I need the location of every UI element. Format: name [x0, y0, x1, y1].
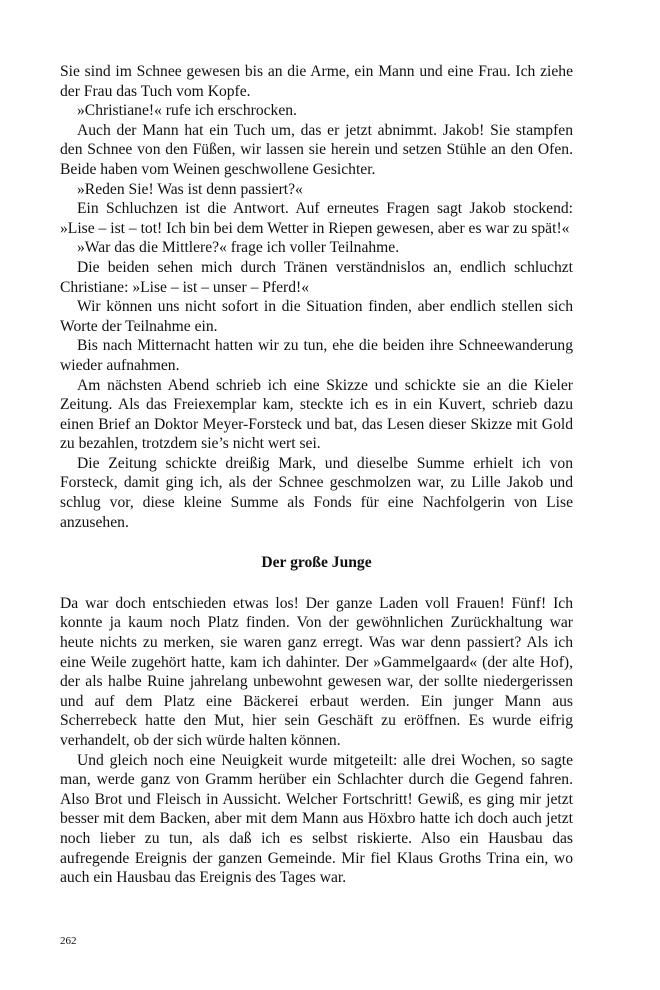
paragraph: Bis nach Mitternacht hatten wir zu tun, ehe die beiden ihre Schneewanderung wieder aufnahmen. — [60, 337, 573, 374]
section-heading: Der große Junge — [261, 554, 372, 572]
paragraph: »Reden Sie! Was ist denn passiert?« — [77, 180, 303, 198]
paragraph: Die beiden sehen mich durch Tränen verständnislos an, endlich schluchzt Christiane: »Lise – ist – unser – Pferd!« — [60, 258, 573, 296]
paragraph: Sie sind im Schnee gewesen bis an die Arme, ein Mann und eine Frau. Ich ziehe der Frau das Tuch vom Kopfe. — [60, 63, 573, 100]
paragraph: Da war doch entschieden etwas los! Der ganze Laden voll Frauen! Fünf! Ich konnte ja kaum noch Platz finden. Von der gewöhnlichen Zurückhaltung war heute nichts zu merken, sie waren ganz erregt. Was war denn passiert? Als ich eine Weile zugehört hatte, kam ich dahinter. Der »Gammelgaard« (der alte Hof), der als halbe Ruine jahrelang unbewohnt gewesen war, der sollte niedergerissen und auf dem Platz eine Bäckerei erbaut werden. Ein junger Mann aus Scherrebeck hatte den Mut, hier sein Geschäft zu eröffnen. Es wurde eifrig verhandelt, ob der sich würde halten können. — [60, 594, 573, 749]
paragraph: Auch der Mann hat ein Tuch um, das er jetzt abnimmt. Jakob! Sie stampfen den Schnee von den Füßen, wir lassen sie herein und setzen Stühle an den Ofen. Beide haben vom Weinen geschwollene Gesichter. — [60, 121, 573, 178]
paragraph: »War das die Mittlere?« frage ich voller Teilnahme. — [77, 239, 400, 257]
page-number: 262 — [60, 935, 77, 947]
paragraph: Die Zeitung schickte dreißig Mark, und dieselbe Summe erhielt ich von Forsteck, damit ging ich, als der Schnee geschmolzen war, zu Lille Jakob und schlug vor, diese kleine Summe als Fonds für eine Nachfolgerin von Lise anzusehen. — [60, 454, 573, 531]
paragraph: Wir können uns nicht sofort in die Situation finden, aber endlich stellen sich Worte der Teilnahme ein. — [60, 298, 573, 335]
paragraph: Und gleich noch eine Neuigkeit wurde mitgeteilt: alle drei Wochen, so sagte man, werde ganz von Gramm herüber ein Schlachter durch die Gegend fahren. Also Brot und Fleisch in Aussicht. Welcher Fortschritt! Gewiß, es ging mir jetzt besser mit dem Backen, aber mit dem Mann aus Höxbro hatte ich doch auch jetzt noch lieber zu tun, als daß ich es selbst riskierte. Also ein Hausbau das aufregende Ereignis der ganzen Gemeinde. Mir fiel Klaus Groths Trina ein, wo auch ein Hausbau das Ereignis des Tages war. — [60, 751, 573, 887]
book-page — [60, 62, 573, 888]
paragraph: Ein Schluchzen ist die Antwort. Auf erneutes Fragen sagt Jakob stockend: »Lise – ist – tot! Ich bin bei dem Wetter in Riepen gewesen, aber es war zu spät!« — [60, 200, 573, 237]
paragraph: »Christiane!« rufe ich erschrocken. — [77, 102, 297, 120]
paragraph: Am nächsten Abend schrieb ich eine Skizze und schickte sie an die Kieler Zeitung. Als das Freiexemplar kam, steckte ich es in ein Kuvert, schrieb dazu einen Brief an Doktor Meyer-Forsteck und bat, das Lesen dieser Skizze mit Gold zu bezahlen, trotzdem sie’s nicht wert sei. — [60, 376, 573, 453]
